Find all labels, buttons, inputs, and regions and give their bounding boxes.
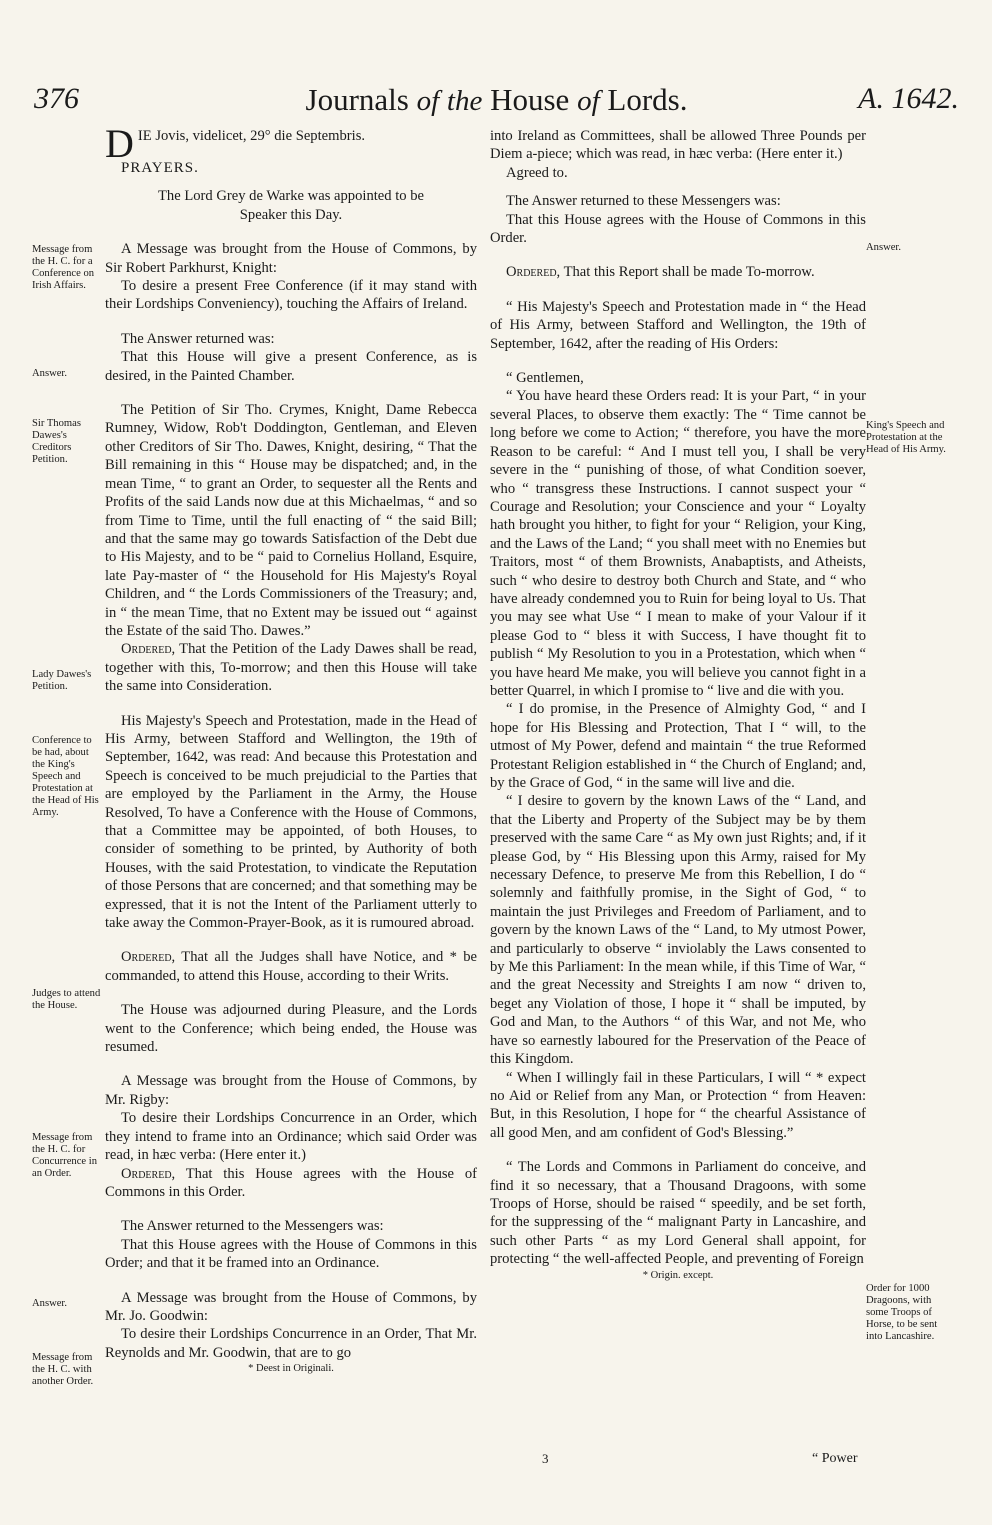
margin-note: Lady Dawes's Petition. [32,669,92,692]
paragraph: “ I do promise, in the Presence of Almighty God, “ and I hope for His Blessing and Protection, That I “ will, to the utmost of My Power, defend and maintain “ the true Reformed Protestant Religion established in “ the Church of England; and, by the Grace of God, “ in the same will live and die. [490,701,866,791]
margin-note: Message from the H. C. for a Conference on Irish Affairs. [32,244,95,291]
paragraph: “ The Lords and Commons in Parliament do conceive, and find it so necessary, that a Thousand Dragoons, with some Troops of Horse, should be raised “ speedily, and be set forth, for the suppressing of the “ malignant Party in Lancashire, and such other Parts “ as my Lord General shall appoint, for protecting “ the well-affected People, and preventing of Foreign [490,1159,866,1268]
paragraph: The Answer returned was: [121,330,275,347]
paragraph: That this House agrees with the House of Commons in this Order; and that it be framed into an Ordinance. [105,1236,477,1272]
paragraph: The Petition of Sir Tho. Crymes, Knight, Dame Rebecca Rumney, Widow, Rob't Doddington, Gentleman, and Eleven other Creditors of Sir Tho. Dawes, Knight, desiring, “ That the Bill remaining in this “ House may be dispatched; and, in the mean Time, “ to grant an Order, to sequester all the Rents and Profits of the said Lands now due at this Michaelmas, “ and so from Time to Time, until the full enacting of “ the said Bill; and that the same may go towards Satisfaction of the Debt due to His Majesty, and to be “ paid to Cornelius Holland, Esquire, late Pay-master of “ the Household for His Majesty's Royal Children, and “ the Lords Commissioners of the Treasury; and, in “ the mean Time, that no Extent may be issued out “ against the Estate of the said Tho. Dawes.” [105,402,477,639]
margin-note: Answer. [32,368,68,379]
margin-note: Order for 1000 Dragoons, with some Troops of Horse, to be sent into Lancashire. [866,1283,938,1342]
margin-note: Sir Thomas Dawes's Creditors Petition. [32,418,81,465]
paragraph: Ordered, That all the Judges shall have Notice, and * be commanded, to attend this House, according to their Writs. [105,949,477,984]
paragraph: His Majesty's Speech and Protestation, made in the Head of His Army, between Stafford and Wellington, the 19th of September, 1642, was read: And because this Protestation and Speech is conceived to be much prejudicial to the Parties that are employed by the Parliament in the Army, the House Resolved, To have a Conference with the House of Commons, that a Committee may be appointed, of both Houses, to consider of something to be printed, by Authority of both Houses, with the said Protestation, to vindicate the Reputation of those Persons that are concerned; and that something may be expressed, that it is not the Intent of the Parliament utterly to take away the Common-Prayer-Book, as it is rumoured abroad. [105,712,477,932]
paragraph: Agreed to. [506,164,568,181]
paragraph: The Answer returned to these Messengers was: [506,193,781,210]
margin-note: Answer. [32,1298,68,1309]
page-title: Journals of the House of Lords. [305,82,688,117]
drop-cap: D [105,121,134,166]
paragraph: “ When I willingly fail in these Particulars, I will “ * expect no Aid or Relief from any Man, or Protection “ from Heaven: But, in this Resolution, I hope for “ the chearful Assistance of all good Men, and am confident of God's Blessing.” [490,1069,866,1141]
margin-note: Conference to be had, about the King's Speech and Protestation at the Head of His Army. [32,735,99,818]
paragraph: To desire their Lordships Concurrence in an Order, That Mr. Reynolds and Mr. Goodwin, that are to go [105,1326,477,1361]
speaker-line-1: The Lord Grey de Warke was appointed to be [157,188,424,205]
paragraph: into Ireland as Committees, shall be allowed Three Pounds per Diem a-piece; which was read, in hæc verba: (Here enter it.) [490,128,866,163]
margin-note: Message from the H. C. with another Order. [32,1352,94,1387]
paragraph: Ordered, That this Report shall be made To-morrow. [506,264,815,281]
paragraph: To desire their Lordships Concurrence in an Order, which they intend to frame into an Ordinance; which said Order was read, in hæc verba: (Here enter it.) [105,1110,477,1164]
right-column [490,127,866,1283]
paragraph: The House was adjourned during Pleasure, and the Lords went to the Conference; which being ended, the House was resumed. [105,1002,477,1056]
margin-note: Judges to attend the House. [32,988,101,1011]
paragraph: A Message was brought from the House of Commons, by Mr. Jo. Goodwin: [105,1289,477,1324]
running-header [34,82,959,122]
year: A. 1642. [858,82,959,115]
signature-mark: 3 [542,1451,549,1466]
paragraph: To desire a present Free Conference (if it may stand with their Lordships Conveniency), touching the Affairs of Ireland. [105,278,477,313]
prayers-heading: PRAYERS. [121,160,199,176]
page-number: 376 [34,82,79,115]
paragraph: Ordered, That this House agrees with the House of Commons in this Order. [105,1165,477,1200]
footnote-right: * Origin. except. [642,1269,714,1281]
paragraph: “ His Majesty's Speech and Protestation made in “ the Head of His Army, between Stafford and Wellington, the 19th of September, 1642, after the reading of His Orders: [490,298,866,352]
margin-note: Message from the H. C. for Concurrence in an Order. [32,1132,98,1179]
paragraph: A Message was brought from the House of Commons, by Mr. Rigby: [105,1073,477,1108]
speaker-line-2: Speaker this Day. [239,206,343,223]
dateline: D IE Jovis, videlicet, 29° die Septembris. [105,121,366,166]
paragraph: “ I desire to govern by the known Laws of the “ Land, and that the Liberty and Property of the Subject may be by them preserved with the same Care “ as My own just Rights; and, if it please God, by “ His Blessing upon this Army, raised for My necessary Defence, to preserve Me from this Rebellion, I do “ solemnly and faithfully promise, in the Sight of God, “ to maintain the just Privileges and Freedom of Parliament, and to govern by the known Laws of the “ Land, to My utmost Power, and particularly to observe “ inviolably the Laws consented to by Me this Parliament: In the mean while, if this Time of War, “ and the great Necessity and Streights I am now “ driven to, beget any Violation of those, I hope it “ shall be imputed, by God and Man, to the Authors “ of this War, and not Me, who have so earnestly laboured for the Preservation of the Peace of this Kingdom. [490,793,866,1068]
paragraph: “ You have heard these Orders read: It is your Part, “ in your several Places, to observe them exactly: The “ Time cannot be long before we come to Action; “ therefore, you have the more Reason to be careful: “ And I must tell you, I shall be very severe in the “ punishing of those, of what Condition soever, who “ transgress these Instructions. I cannot suspect your “ Courage and Resolution; your Conscience and your “ Loyalty hath brought you hither, to fight for your “ Religion, your King, and the Laws of the Land; “ you shall meet with no Enemies but Traitors, most “ of them Brownists, Anabaptists, and Atheists, such “ who desire to destroy both Church and State, and “ who have already condemned you to Ruin for being loyal to Us. That you may see what Use “ I mean to make of your Valour if it please God to “ bless it with Success, I have thought fit to publish “ My Resolution to you in a Protestation, which when “ you have heard Me make, you will believe you cannot fight in a better Quarrel, in which I promise to “ live and die with you. [490,388,866,699]
paragraph: A Message was brought from the House of Commons, by Sir Robert Parkhurst, Knight: [105,241,477,276]
paragraph: “ Gentlemen, [506,370,584,387]
left-column [105,121,477,1376]
margin-note: Answer. [866,242,902,253]
margin-note: King's Speech and Protestation at the Head of His Army. [866,420,946,455]
footnote-left: * Deest in Originali. [248,1363,334,1375]
paragraph: Ordered, That the Petition of the Lady Dawes shall be read, together with this, To-morrow; and then this House will take the same into Consideration. [105,641,477,695]
paragraph: That this House agrees with the House of Commons in this Order. [490,211,866,247]
paragraph: The Answer returned to the Messengers was: [121,1218,384,1235]
catchword: “ Power [812,1451,858,1466]
paragraph: That this House will give a present Conference, as is desired, in the Painted Chamber. [105,349,477,384]
